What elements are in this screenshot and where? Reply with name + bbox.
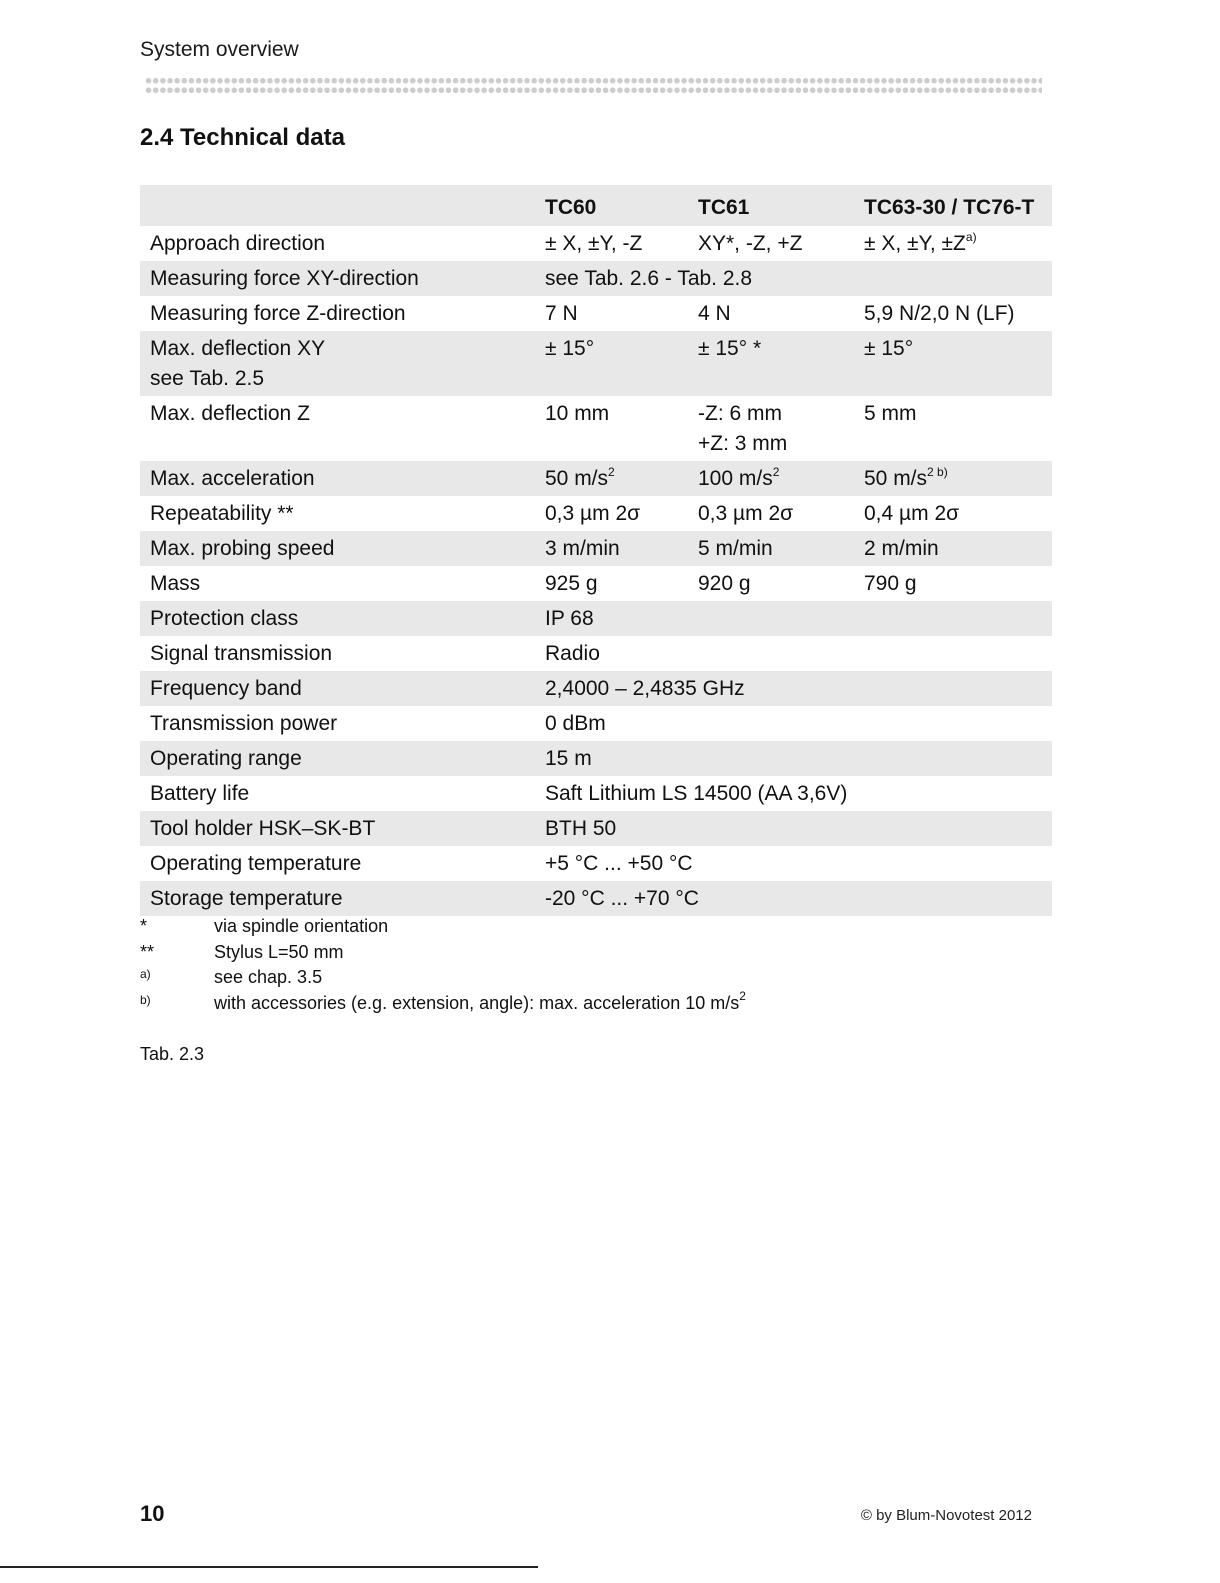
table-row — [140, 706, 1052, 741]
table-row — [140, 396, 1052, 461]
footnote-text: via spindle orientation — [214, 916, 389, 936]
cell-span-value: see Tab. 2.6 - Tab. 2.8 — [526, 261, 1052, 296]
footnote-marker: a) — [140, 967, 151, 981]
row-label: Measuring force Z-direction — [150, 302, 406, 325]
cell-span-value: IP 68 — [526, 601, 1052, 636]
column-header-empty — [140, 185, 526, 226]
cell-tc60: 925 g — [545, 572, 598, 595]
cell-tc63 — [854, 461, 1052, 496]
cell-value: 100 m/s — [698, 467, 773, 490]
cell-tc63: ± 15° — [854, 331, 1052, 396]
table-row — [140, 811, 1052, 846]
cell-tc63: 790 g — [864, 572, 917, 595]
cell-tc60: 7 N — [545, 302, 578, 325]
table-row — [140, 881, 1052, 916]
cell-tc63: 0,4 µm 2σ — [864, 502, 960, 525]
row-label: Storage temperature — [140, 881, 526, 916]
cell-tc63: 5,9 N/2,0 N (LF) — [864, 302, 1015, 325]
table-row — [140, 331, 1052, 396]
cell-tc63: 2 m/min — [854, 531, 1052, 566]
table-row — [140, 776, 1052, 811]
table-row — [140, 261, 1052, 296]
table-row — [140, 671, 1052, 706]
table-header-row — [140, 185, 1052, 226]
column-header-tc61: TC61 — [688, 185, 854, 226]
cell-tc61: 920 g — [698, 572, 751, 595]
footnote-text: with accessories (e.g. extension, angle): max. acceleration 10 m/s — [214, 992, 740, 1013]
row-label: Max. probing speed — [140, 531, 526, 566]
cell-tc60: 3 m/min — [526, 531, 688, 566]
table-row — [140, 296, 1052, 331]
cell-line2: +Z: 3 mm — [698, 432, 788, 455]
cell-span-value: Saft Lithium LS 14500 (AA 3,6V) — [545, 782, 848, 805]
row-label: Frequency band — [140, 671, 526, 706]
column-header-tc60: TC60 — [526, 185, 688, 226]
cell-tc60: 10 mm — [545, 402, 610, 425]
row-label: Mass — [150, 572, 201, 595]
bottom-rule — [0, 1566, 538, 1568]
table-row — [140, 496, 1052, 531]
row-label — [140, 331, 526, 396]
row-label: Operating temperature — [150, 852, 362, 875]
footnote-text: Stylus L=50 mm — [214, 941, 344, 962]
superscript: 2 — [772, 465, 780, 479]
cell-tc60 — [526, 461, 688, 496]
footnote-ref: a) — [965, 230, 977, 244]
table-row — [140, 566, 1052, 601]
row-label: Signal transmission — [150, 642, 333, 665]
cell-line1: -Z: 6 mm — [698, 402, 782, 425]
cell-span-value: 2,4000 – 2,4835 GHz — [526, 671, 1052, 706]
cell-tc61: XY*, -Z, +Z — [698, 232, 803, 255]
technical-data-table — [140, 185, 1052, 916]
footnote-marker: b) — [140, 992, 151, 1007]
table-row — [140, 461, 1052, 496]
section-title: 2.4 Technical data — [140, 124, 345, 151]
table-row — [140, 531, 1052, 566]
footnote-marker: * — [140, 916, 148, 936]
superscript: 2 — [739, 988, 746, 1003]
row-label-line1: Max. deflection XY — [150, 337, 326, 360]
cell-tc63: 5 mm — [864, 402, 917, 425]
row-label: Tool holder HSK–SK-BT — [140, 811, 526, 846]
row-label: Repeatability ** — [150, 502, 294, 525]
table-row — [140, 601, 1052, 636]
cell-span-value: BTH 50 — [526, 811, 1052, 846]
running-header: System overview — [140, 38, 299, 61]
footnote-text-wrap — [214, 988, 746, 1014]
row-label: Approach direction — [150, 232, 326, 255]
table-row — [140, 226, 1052, 261]
copyright-notice: © by Blum-Novotest 2012 — [860, 1507, 1032, 1524]
cell-tc61: 5 m/min — [688, 531, 854, 566]
footnote-text: see chap. 3.5 — [214, 967, 323, 987]
table-caption: Tab. 2.3 — [140, 1044, 205, 1064]
cell-tc61: ± 15° * — [688, 331, 854, 396]
row-label: Max. acceleration — [140, 461, 526, 496]
cell-span-value: -20 °C ... +70 °C — [526, 881, 1052, 916]
row-label: Measuring force XY-direction — [140, 261, 526, 296]
cell-tc61: 4 N — [698, 302, 731, 325]
cell-tc60: ± X, ±Y, -Z — [545, 232, 643, 255]
header-dot-divider — [145, 76, 1042, 95]
row-label: Battery life — [150, 782, 250, 805]
cell-tc60: 0,3 µm 2σ — [545, 502, 641, 525]
cell-span-value: Radio — [545, 642, 600, 665]
cell-tc61: 0,3 µm 2σ — [698, 502, 794, 525]
cell-span-value: 15 m — [526, 741, 1052, 776]
row-label: Protection class — [140, 601, 526, 636]
cell-tc61 — [688, 396, 854, 461]
cell-tc60: ± 15° — [526, 331, 688, 396]
row-label: Operating range — [140, 741, 526, 776]
column-header-tc63: TC63-30 / TC76-T — [854, 185, 1052, 226]
cell-value: 50 m/s — [545, 467, 609, 490]
table-row — [140, 741, 1052, 776]
row-label: Transmission power — [150, 712, 338, 735]
footnote-marker: ** — [140, 941, 155, 962]
table-row — [140, 636, 1052, 671]
superscript: 2 — [608, 465, 615, 479]
row-label: Max. deflection Z — [150, 402, 310, 425]
cell-span-value: 0 dBm — [545, 712, 606, 735]
cell-tc61 — [688, 461, 854, 496]
row-label-line2: see Tab. 2.5 — [150, 367, 265, 390]
page-number: 10 — [140, 1501, 165, 1526]
cell-value: 50 m/s — [864, 467, 928, 490]
cell-tc63 — [854, 226, 1052, 261]
superscript: 2 b) — [927, 465, 948, 479]
table-row — [140, 846, 1052, 881]
cell-value: ± X, ±Y, ±Z — [864, 232, 966, 255]
cell-span-value: +5 °C ... +50 °C — [545, 852, 693, 875]
